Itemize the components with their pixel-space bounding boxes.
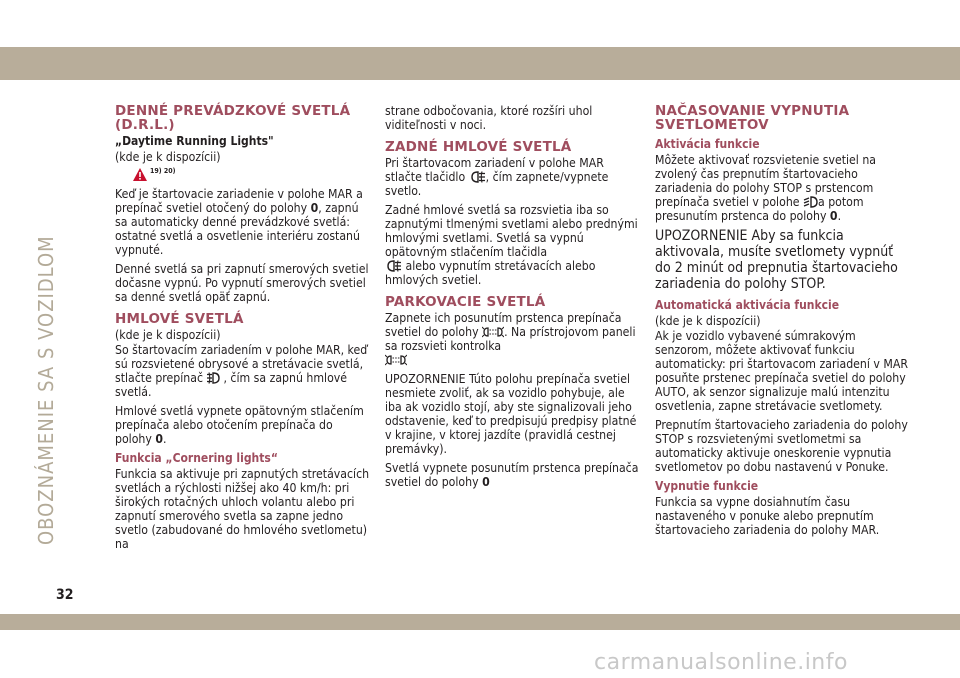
rear-fog-paragraph-2: Zadné hmlové svetlá sa rozsvietia iba so zapnutými tlmenými svetlami alebo prednými hmlovými svetlami. Svetlá sa vypnú opätovným stlačením tlačidla alebo vypnutím stretávacích alebo hmlových svetiel.: [385, 203, 638, 287]
activation-paragraph: Môžete aktivovať rozsvietenie svetiel na zvolený čas prepnutím štartovacieho zariadenia do polohy STOP s prstencom prepínača svetiel v polohe a potom presunutím prstenca do polohy 0.: [655, 153, 876, 223]
front-fog-light-icon: [206, 372, 223, 384]
parking-light-icon: [482, 326, 504, 338]
heading-drl: DENNÉ PREVÁDZKOVÉ SVETLÁ (D.R.L.): [115, 103, 351, 133]
fog-availability: (kde je k dispozícii): [115, 328, 221, 342]
warning-triangle-icon: [133, 168, 147, 181]
cornering-paragraph: Funkcia sa aktivuje pri zapnutých stretávacích svetlách a rýchlosti nižšej ako 40 km/h: pri širokých rotačných uhloch volantu alebo pri zapnutí smerového svetla sa zapne jedno svetlo (zabudované do hmlového svetlometu) na: [115, 467, 370, 551]
parking-paragraph-1: Zapnete ich posunutím prstenca prepínača svetiel do polohy . Na prístrojovom paneli sa rozsvieti kontrolka: [385, 311, 640, 367]
top-band: [0, 47, 960, 80]
drl-paragraph-2: Denné svetlá sa pri zapnutí smerových svetiel dočasne vypnú. Po vypnutí smerových svetiel sa denné svetlá opäť zapnú.: [115, 262, 369, 304]
heading-deactivation: Vypnutie funkcie: [655, 479, 759, 493]
heading-auto-activation: Automatická aktivácia funkcie: [655, 298, 840, 312]
drl-subtitle: „Daytime Running Lights": [115, 134, 274, 148]
drl-availability: (kde je k dispozícii): [115, 150, 221, 164]
heading-rear-fog: ZADNÉ HMLOVÉ SVETLÁ: [385, 139, 572, 155]
fog-paragraph-2: Hmlové svetlá vypnete opätovným stlačením prepínača alebo otočením prepínača do polohy 0.: [115, 404, 364, 446]
parking-paragraph-3: Svetlá vypnete posunutím prstenca prepínača svetiel do polohy 0: [385, 461, 639, 489]
activation-warning: UPOZORNENIE Aby sa funkcia aktivovala, musíte svetlomety vypnúť do 2 minút od prepnutia štartovacieho zariadenia do polohy STOP.: [655, 228, 898, 292]
bottom-band: [0, 614, 960, 630]
drl-paragraph-1: Keď je štartovacie zariadenie v polohe MAR a prepínač svetiel otočený do polohy 0, zapnú sa automaticky denné prevádzkové svetlá: ostatné svetlá a osvetlenie interiéru zostanú vypnuté.: [115, 187, 363, 257]
rear-fog-light-icon: [469, 171, 486, 183]
rear-fog-paragraph-1: Pri štartovacom zariadení v polohe MAR stlačte tlačidlo , čím zapnete/vypnete svetlo.: [385, 156, 609, 198]
auto-paragraph-2: Prepnutím štartovacieho zariadenia do polohy STOP s rozsvietenými svetlometmi sa automaticky aktivuje oneskorenie vypnutia svetlometov po dobu nastavenú v Ponuke.: [655, 418, 908, 474]
heading-timing: NAČASOVANIE VYPNUTIA SVETLOMETOV: [655, 103, 850, 133]
cornering-continuation: strane odbočovania, ktoré rozšíri uhol viditeľnosti v noci.: [385, 104, 593, 132]
warning-refs: 19) 20): [150, 166, 176, 175]
watermark: carmanualsonline.info: [594, 650, 848, 675]
page-number: 32: [56, 587, 74, 603]
column-2: [385, 104, 640, 494]
column-3: [655, 104, 910, 542]
auto-paragraph-1: Ak je vozidlo vybavené súmrakovým senzorom, môžete aktivovať funkciu automaticky: pri štartovacom zariadení v MAR posuňte prstenec prepínača svetiel do polohy AUTO, ak senzor signalizuje malú intenzitu osvetlenia, zapne stretávacie svetlomety.: [655, 329, 908, 413]
low-beam-icon: [803, 196, 818, 208]
section-side-title: OBOZNÁMENIE SA S VOZIDLOM: [34, 235, 58, 545]
heading-parking: PARKOVACIE SVETLÁ: [385, 294, 546, 310]
heading-fog: HMLOVÉ SVETLÁ: [115, 311, 244, 327]
fog-paragraph-1: So štartovacím zariadením v polohe MAR, keď sú rozsvietené obrysové a stretávacie svetlá, stlačte prepínač , čím sa zapnú hmlové svetlá.: [115, 343, 368, 399]
warning-reference: [133, 168, 370, 181]
parking-light-icon: [385, 354, 407, 366]
column-1: [115, 104, 370, 556]
auto-availability: (kde je k dispozícii): [655, 314, 761, 328]
rear-fog-light-icon: [385, 260, 402, 272]
heading-activation: Aktivácia funkcie: [655, 137, 760, 151]
heading-cornering: Funkcia „Cornering lights“: [115, 451, 278, 465]
deactivation-paragraph: Funkcia sa vypne dosiahnutím času nastaveného v ponuke alebo prepnutím štartovacieho zariadenia do polohy MAR.: [655, 495, 880, 537]
parking-warning: UPOZORNENIE Túto polohu prepínača svetiel nesmiete zvoliť, ak sa vozidlo pohybuje, ale iba ak vozidlo stojí, aby ste signalizovali jeho odstavenie, keď to predpisujú predpisy platné v krajine, v ktorej jazdíte (pravidlá cestnej premávky).: [385, 372, 637, 456]
